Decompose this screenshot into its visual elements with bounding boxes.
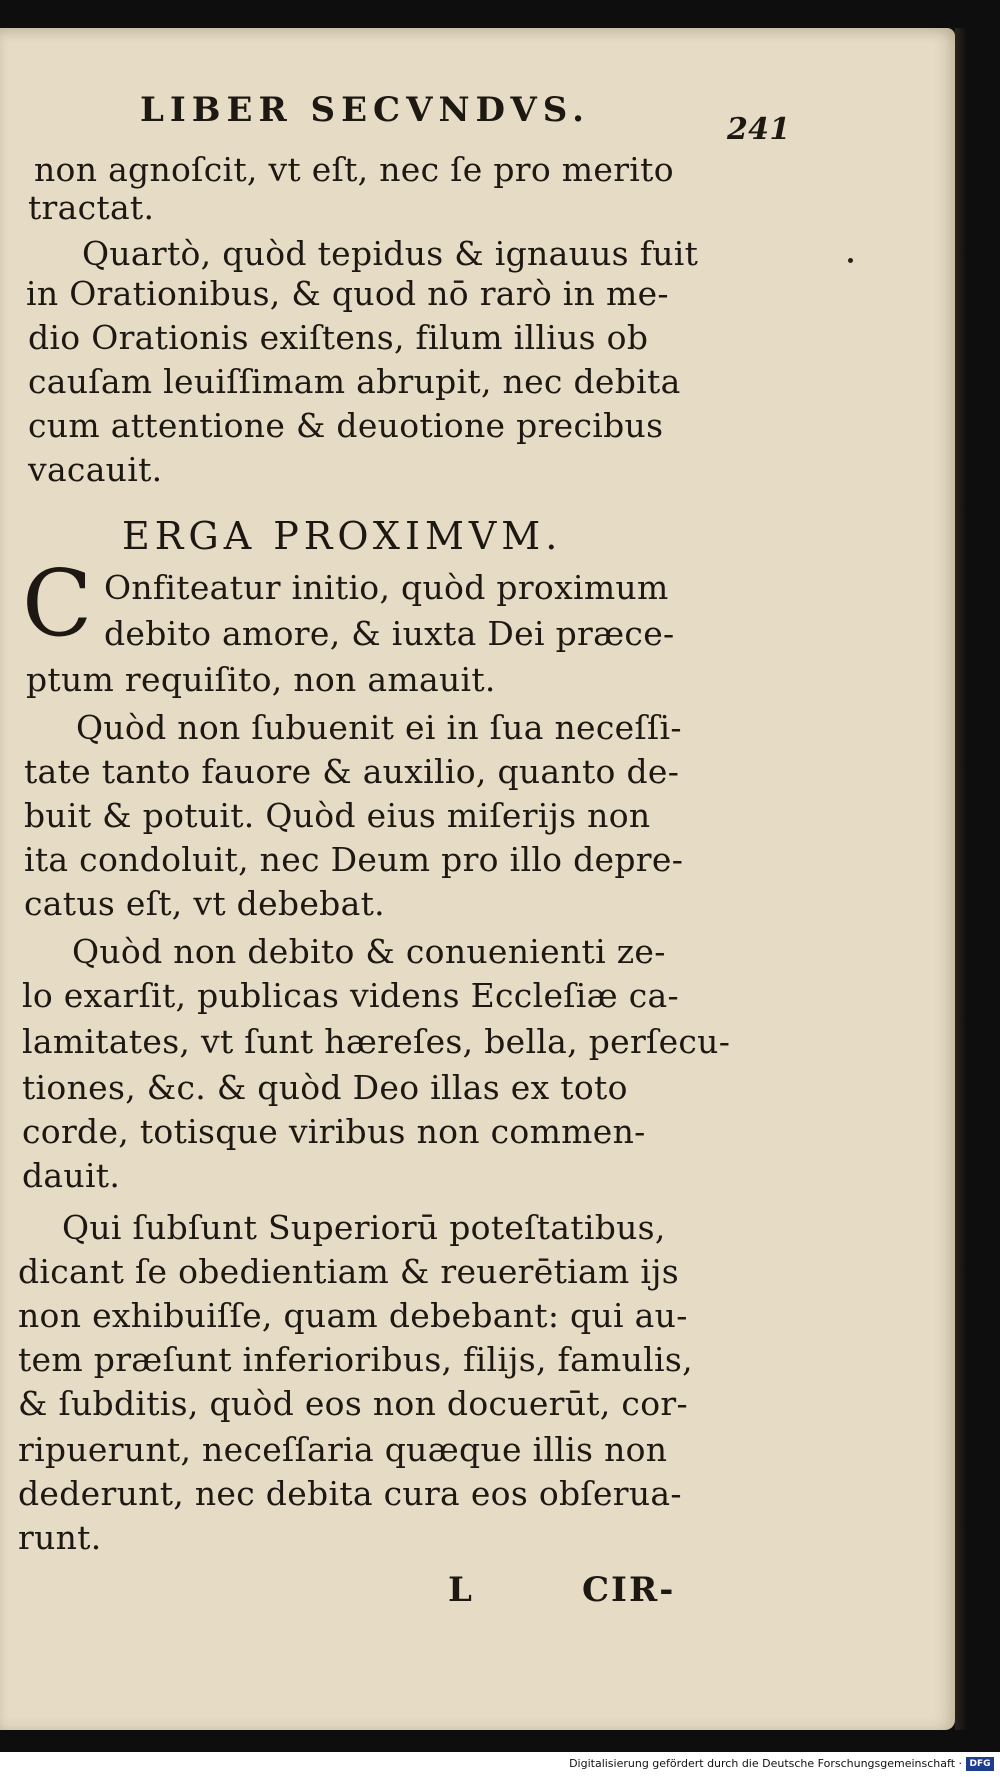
text-line: dio Orationis exiſtens, filum illius ob — [28, 318, 649, 357]
digitization-footer — [0, 1752, 1000, 1777]
text-line: dicant ſe obedientiam & reuerētiam ijs — [18, 1252, 679, 1291]
text-line: tem præſunt inferioribus, filijs, famulis, — [18, 1340, 693, 1379]
text-line: tractat. — [28, 188, 155, 227]
text-line: & ſubditis, quòd eos non docuerūt, cor- — [18, 1384, 688, 1423]
text-line: ripuerunt, neceſſaria quæque illis non — [18, 1430, 668, 1469]
running-head: LIBER SECVNDVS. — [140, 90, 590, 130]
text-line: lamitates, vt ſunt hæreſes, bella, perſecu- — [22, 1022, 731, 1061]
text-line: Quòd non debito & conuenienti ze- — [72, 932, 666, 971]
text-line: dauit. — [22, 1156, 121, 1195]
drop-cap: C — [22, 550, 93, 657]
signature-mark: L — [448, 1570, 474, 1610]
text-line: Qui ſubſunt Superiorū poteſtatibus, — [62, 1208, 666, 1247]
text-line: tiones, &c. & quòd Deo illas ex toto — [22, 1068, 628, 1107]
text-line: debito amore, & iuxta Dei præce- — [104, 614, 675, 653]
text-line: cauſam leuiſſimam abrupit, nec debita — [28, 362, 681, 401]
page-edge-shadow — [955, 28, 967, 1730]
ink-speck — [848, 258, 853, 263]
catchword: CIR- — [582, 1570, 676, 1610]
text-line: runt. — [18, 1518, 102, 1557]
digitization-note: Digitalisierung gefördert durch die Deutsche Forschungsgemeinschaft · — [569, 1757, 962, 1770]
text-line: in Orationibus, & quod nō rarò in me- — [26, 274, 669, 313]
text-line: ptum requiſito, non amauit. — [26, 660, 496, 699]
text-line: cum attentione & deuotione precibus — [28, 406, 664, 445]
section-heading: ERGA PROXIMVM. — [122, 514, 563, 558]
text-line: vacauit. — [28, 450, 163, 489]
text-line: corde, totisque viribus non commen- — [22, 1112, 646, 1151]
text-line: non agnoſcit, vt eſt, nec ſe pro merito — [34, 150, 674, 189]
text-line: non exhibuiſſe, quam debebant: qui au- — [18, 1296, 688, 1335]
page-number: 241 — [727, 112, 791, 147]
text-line: tate tanto fauore & auxilio, quanto de- — [24, 752, 680, 791]
book-page — [0, 28, 955, 1730]
text-line: dederunt, nec debita cura eos obſerua- — [18, 1474, 682, 1513]
text-line: Quòd non ſubuenit ei in ſua neceſſi- — [76, 708, 682, 747]
text-line: ita condoluit, nec Deum pro illo depre- — [24, 840, 684, 879]
text-line: lo exarſit, publicas videns Eccleſiæ ca- — [22, 976, 679, 1015]
text-line: buit & potuit. Quòd eius miſerijs non — [24, 796, 651, 835]
text-line: Onfiteatur initio, quòd proximum — [104, 568, 669, 607]
dfg-logo: DFG — [966, 1757, 994, 1771]
text-line: Quartò, quòd tepidus & ignauus fuit — [82, 234, 699, 273]
text-line: catus eſt, vt debebat. — [24, 884, 385, 923]
